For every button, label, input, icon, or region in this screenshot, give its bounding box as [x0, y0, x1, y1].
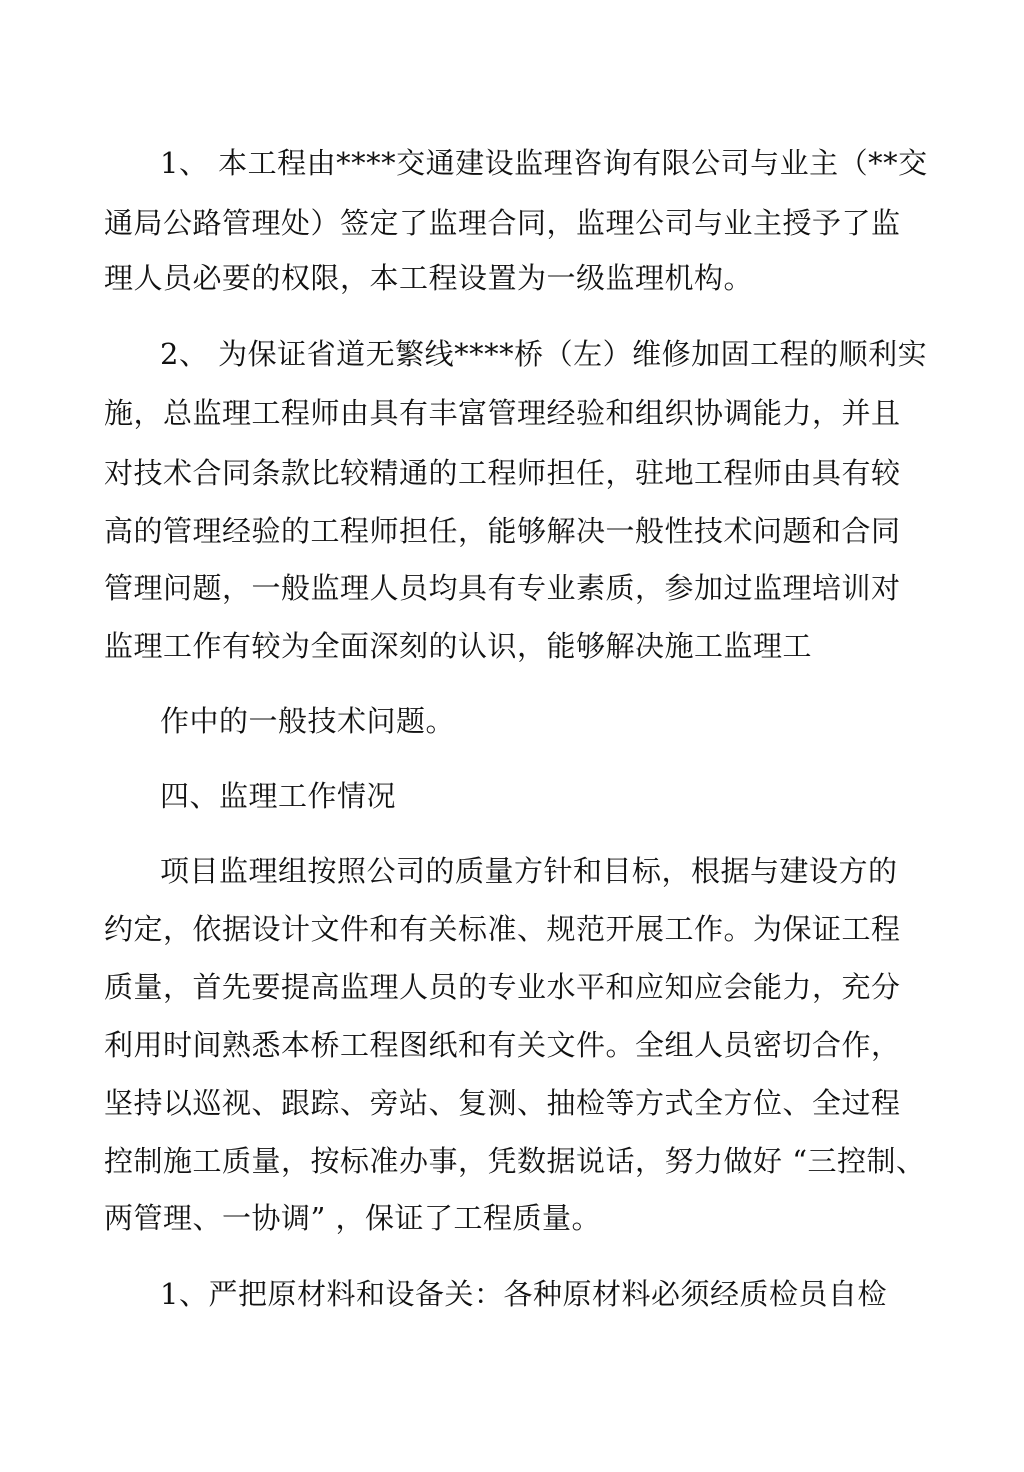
paragraph-line: 1、严把原材料和设备关：各种原材料必须经质检员自检: [160, 1277, 887, 1311]
paragraph-line: 利用时间熟悉本桥工程图纸和有关文件。全组人员密切合作，: [104, 1028, 901, 1062]
paragraph-line: 理人员必要的权限，本工程设置为一级监理机构。: [104, 261, 754, 295]
paragraph-line: 施，总监理工程师由具有丰富管理经验和组织协调能力，并且: [104, 396, 901, 430]
paragraph-line: 2、 为保证省道无繁线****桥（左）维修加固工程的顺利实: [160, 337, 928, 371]
paragraph-line: 作中的一般技术问题。: [160, 704, 456, 738]
paragraph-line: 管理问题，一般监理人员均具有专业素质，参加过监理培训对: [104, 571, 901, 605]
paragraph-line: 约定，依据设计文件和有关标准、规范开展工作。为保证工程: [104, 912, 901, 946]
paragraph-line: 1、 本工程由****交通建设监理咨询有限公司与业主（**交: [160, 146, 928, 180]
paragraph-line: 质量，首先要提高监理人员的专业水平和应知应会能力，充分: [104, 970, 901, 1004]
paragraph-line: 通局公路管理处）签定了监理合同，监理公司与业主授予了监: [104, 206, 901, 240]
paragraph-line: 监理工作有较为全面深刻的认识，能够解决施工监理工: [104, 629, 813, 663]
paragraph-line: 坚持以巡视、跟踪、旁站、复测、抽检等方式全方位、全过程: [104, 1086, 901, 1120]
paragraph-line: 控制施工质量，按标准办事，凭数据说话，努力做好 “三控制、: [104, 1144, 926, 1178]
section-heading: 四、监理工作情况: [160, 779, 397, 813]
paragraph-line: 对技术合同条款比较精通的工程师担任，驻地工程师由具有较: [104, 456, 901, 490]
paragraph-line: 高的管理经验的工程师担任，能够解决一般性技术问题和合同: [104, 514, 901, 548]
paragraph-line: 两管理、一协调” ，保证了工程质量。: [104, 1201, 602, 1235]
paragraph-line: 项目监理组按照公司的质量方针和目标，根据与建设方的: [160, 854, 898, 888]
